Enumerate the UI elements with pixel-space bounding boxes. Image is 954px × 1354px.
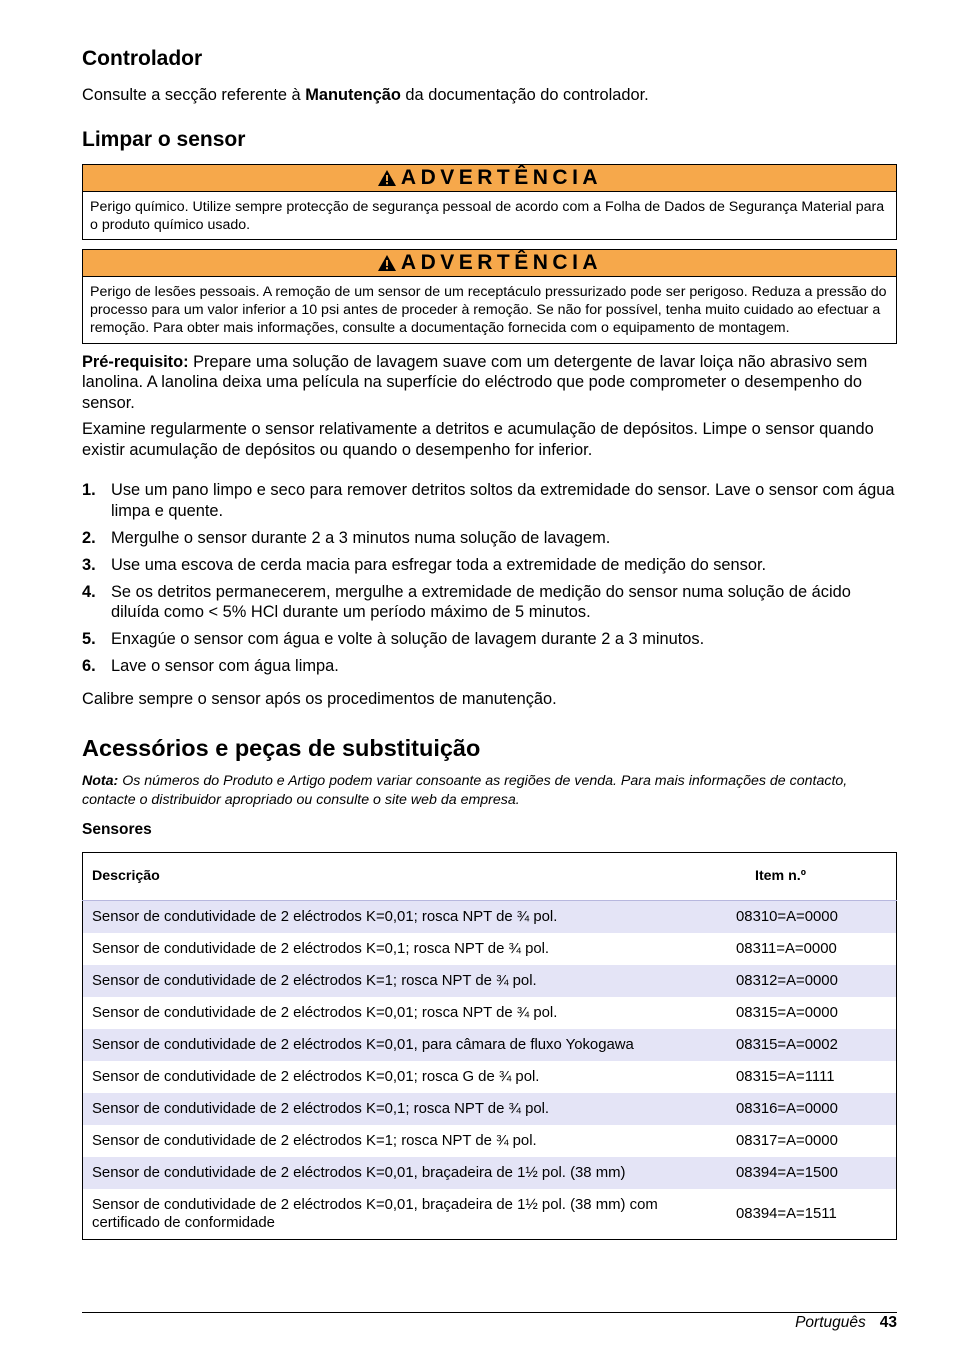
cell-item: 08316=A=0000 <box>727 1093 897 1125</box>
cell-item: 08394=A=1511 <box>736 1205 837 1222</box>
table-row <box>83 1157 897 1189</box>
step-number: 3. <box>82 555 96 574</box>
column-header-description: Descrição <box>83 852 728 900</box>
warning-triangle-icon <box>377 169 397 187</box>
list-item <box>82 582 897 623</box>
warning-header <box>83 250 896 277</box>
warning-label: ADVERTÊNCIA <box>400 165 603 189</box>
table-row <box>83 1125 897 1157</box>
table-row <box>83 997 897 1029</box>
step-text: Use um pano limpo e seco para remover detritos soltos da extremidade do sensor. Lave o sensor com água limpa e quente. <box>111 481 895 520</box>
subsection-title-sensors: Sensores <box>82 821 152 839</box>
list-item <box>82 656 897 677</box>
table-header-row <box>83 852 897 900</box>
note-label: Nota: <box>82 773 119 790</box>
cell-item: 08312=A=0000 <box>727 965 897 997</box>
warning-box-injury <box>82 249 897 344</box>
cell-description: Sensor de condutividade de 2 eléctrodos K=1; rosca NPT de ¾ pol. <box>92 1132 537 1149</box>
step-number: 6. <box>82 657 96 676</box>
step-number: 5. <box>82 630 96 649</box>
sensors-table <box>82 852 897 1240</box>
cell-description: Sensor de condutividade de 2 eléctrodos K=0,01, para câmara de fluxo Yokogawa <box>83 1029 728 1061</box>
cell-item: 08310=A=0000 <box>727 900 897 933</box>
step-text: Mergulhe o sensor durante 2 a 3 minutos numa solução de lavagem. <box>111 528 611 547</box>
step-text: Enxagúe o sensor com água e volte à solução de lavagem durante 2 a 3 minutos. <box>111 630 705 649</box>
warning-triangle-icon <box>377 254 397 272</box>
table-row <box>83 1189 897 1240</box>
table-row <box>83 900 897 933</box>
warning-text: Perigo de lesões pessoais. A remoção de um sensor de um receptáculo pressurizado pode ser perigoso. Reduza a pressão do processo para um valor inferior a 10 psi antes de proceder à remoção. Se não for possível, tenha muito cuidado ao efectuar a remoção. Para obter mais informações, consulte a documentação fornecida com o equipamento de montagem. <box>90 283 887 337</box>
cell-description: Sensor de condutividade de 2 eléctrodos K=0,01, braçadeira de 1½ pol. (38 mm) <box>83 1157 728 1189</box>
column-header-item: Item n.º <box>727 852 897 900</box>
step-number: 4. <box>82 582 96 601</box>
cell-description: Sensor de condutividade de 2 eléctrodos K=0,01; rosca G de ¾ pol. <box>92 1068 540 1085</box>
warning-text: Perigo químico. Utilize sempre protecção de segurança pessoal de acordo com a Folha de Dados de Segurança Material para o produto químico usado. <box>90 198 885 233</box>
cell-item: 08394=A=1500 <box>727 1157 897 1189</box>
cell-item: 08315=A=1111 <box>736 1068 835 1085</box>
controller-text-before: Consulte a secção referente à <box>82 86 306 104</box>
cell-item: 08311=A=0000 <box>736 940 837 957</box>
step-number: 1. <box>82 481 96 500</box>
footer-language: Português <box>795 1314 866 1331</box>
page-content <box>82 40 897 1240</box>
page-footer <box>82 1312 897 1331</box>
controller-text-bold: Manutenção <box>305 86 401 104</box>
list-item <box>82 629 897 650</box>
note-paragraph <box>82 772 897 810</box>
step-text: Use uma escova de cerda macia para esfregar toda a extremidade de medição do sensor. <box>111 555 767 574</box>
table-row <box>83 933 897 965</box>
table-row <box>83 965 897 997</box>
step-text: Se os detritos permanecerem, mergulhe a extremidade de medição do sensor numa solução de ácido diluída como < 5% HCl durante um período máximo de 5 minutos. <box>111 582 851 622</box>
table-row <box>83 1061 897 1093</box>
prerequisite-label: Pré-requisito: <box>82 352 189 371</box>
section-title-controller: Controlador <box>82 47 203 70</box>
table-row <box>83 1029 897 1061</box>
cell-description: Sensor de condutividade de 2 eléctrodos K=0,1; rosca NPT de ¾ pol. <box>92 940 550 957</box>
warning-header <box>83 165 896 192</box>
list-item <box>82 528 897 549</box>
warning-box-chemical <box>82 164 897 240</box>
controller-paragraph <box>82 85 897 106</box>
cell-item: 08315=A=0002 <box>727 1029 897 1061</box>
closing-paragraph: Calibre sempre o sensor após os procedimentos de manutenção. <box>82 689 557 708</box>
warning-label: ADVERTÊNCIA <box>400 250 603 274</box>
cell-item: 08317=A=0000 <box>736 1132 838 1149</box>
cleaning-steps <box>82 480 897 677</box>
cell-item: 08315=A=0000 <box>736 1004 838 1021</box>
prerequisite-text: Prepare uma solução de lavagem suave com um detergente de lavar loiça não abrasivo sem lanolina. A lanolina deixa uma película na superfície do eléctrodo que pode comprometer o desempenho do sensor. <box>82 352 868 412</box>
intro-paragraph: Examine regularmente o sensor relativamente a detritos e acumulação de depósitos. Limpe o sensor quando existir acumulação de depósitos ou quando o desempenho for inferior. <box>82 420 874 459</box>
cell-description: Sensor de condutividade de 2 eléctrodos K=0,01, braçadeira de 1½ pol. (38 mm) com certificado de conformidade <box>92 1196 658 1231</box>
step-text: Lave o sensor com água limpa. <box>111 657 339 676</box>
note-text: Os números do Produto e Artigo podem variar consoante as regiões de venda. Para mais informações de contacto, contacte o distribuidor apropriado ou consulte o site web da empresa. <box>82 773 848 809</box>
section-title-accessories: Acessórios e peças de substituição <box>82 735 481 762</box>
cell-description: Sensor de condutividade de 2 eléctrodos K=0,01; rosca NPT de ¾ pol. <box>83 900 728 933</box>
prerequisite-paragraph <box>82 352 897 414</box>
section-title-clean: Limpar o sensor <box>82 127 246 151</box>
page-number: 43 <box>879 1314 897 1331</box>
cell-description: Sensor de condutividade de 2 eléctrodos K=0,1; rosca NPT de ¾ pol. <box>83 1093 728 1125</box>
list-item <box>82 555 897 576</box>
footer-text <box>795 1314 897 1332</box>
list-item <box>82 480 897 521</box>
cell-description: Sensor de condutividade de 2 eléctrodos K=0,01; rosca NPT de ¾ pol. <box>92 1004 558 1021</box>
step-number: 2. <box>82 528 96 547</box>
controller-text-after: da documentação do controlador. <box>400 86 649 104</box>
cell-description: Sensor de condutividade de 2 eléctrodos K=1; rosca NPT de ¾ pol. <box>83 965 728 997</box>
table-row <box>83 1093 897 1125</box>
